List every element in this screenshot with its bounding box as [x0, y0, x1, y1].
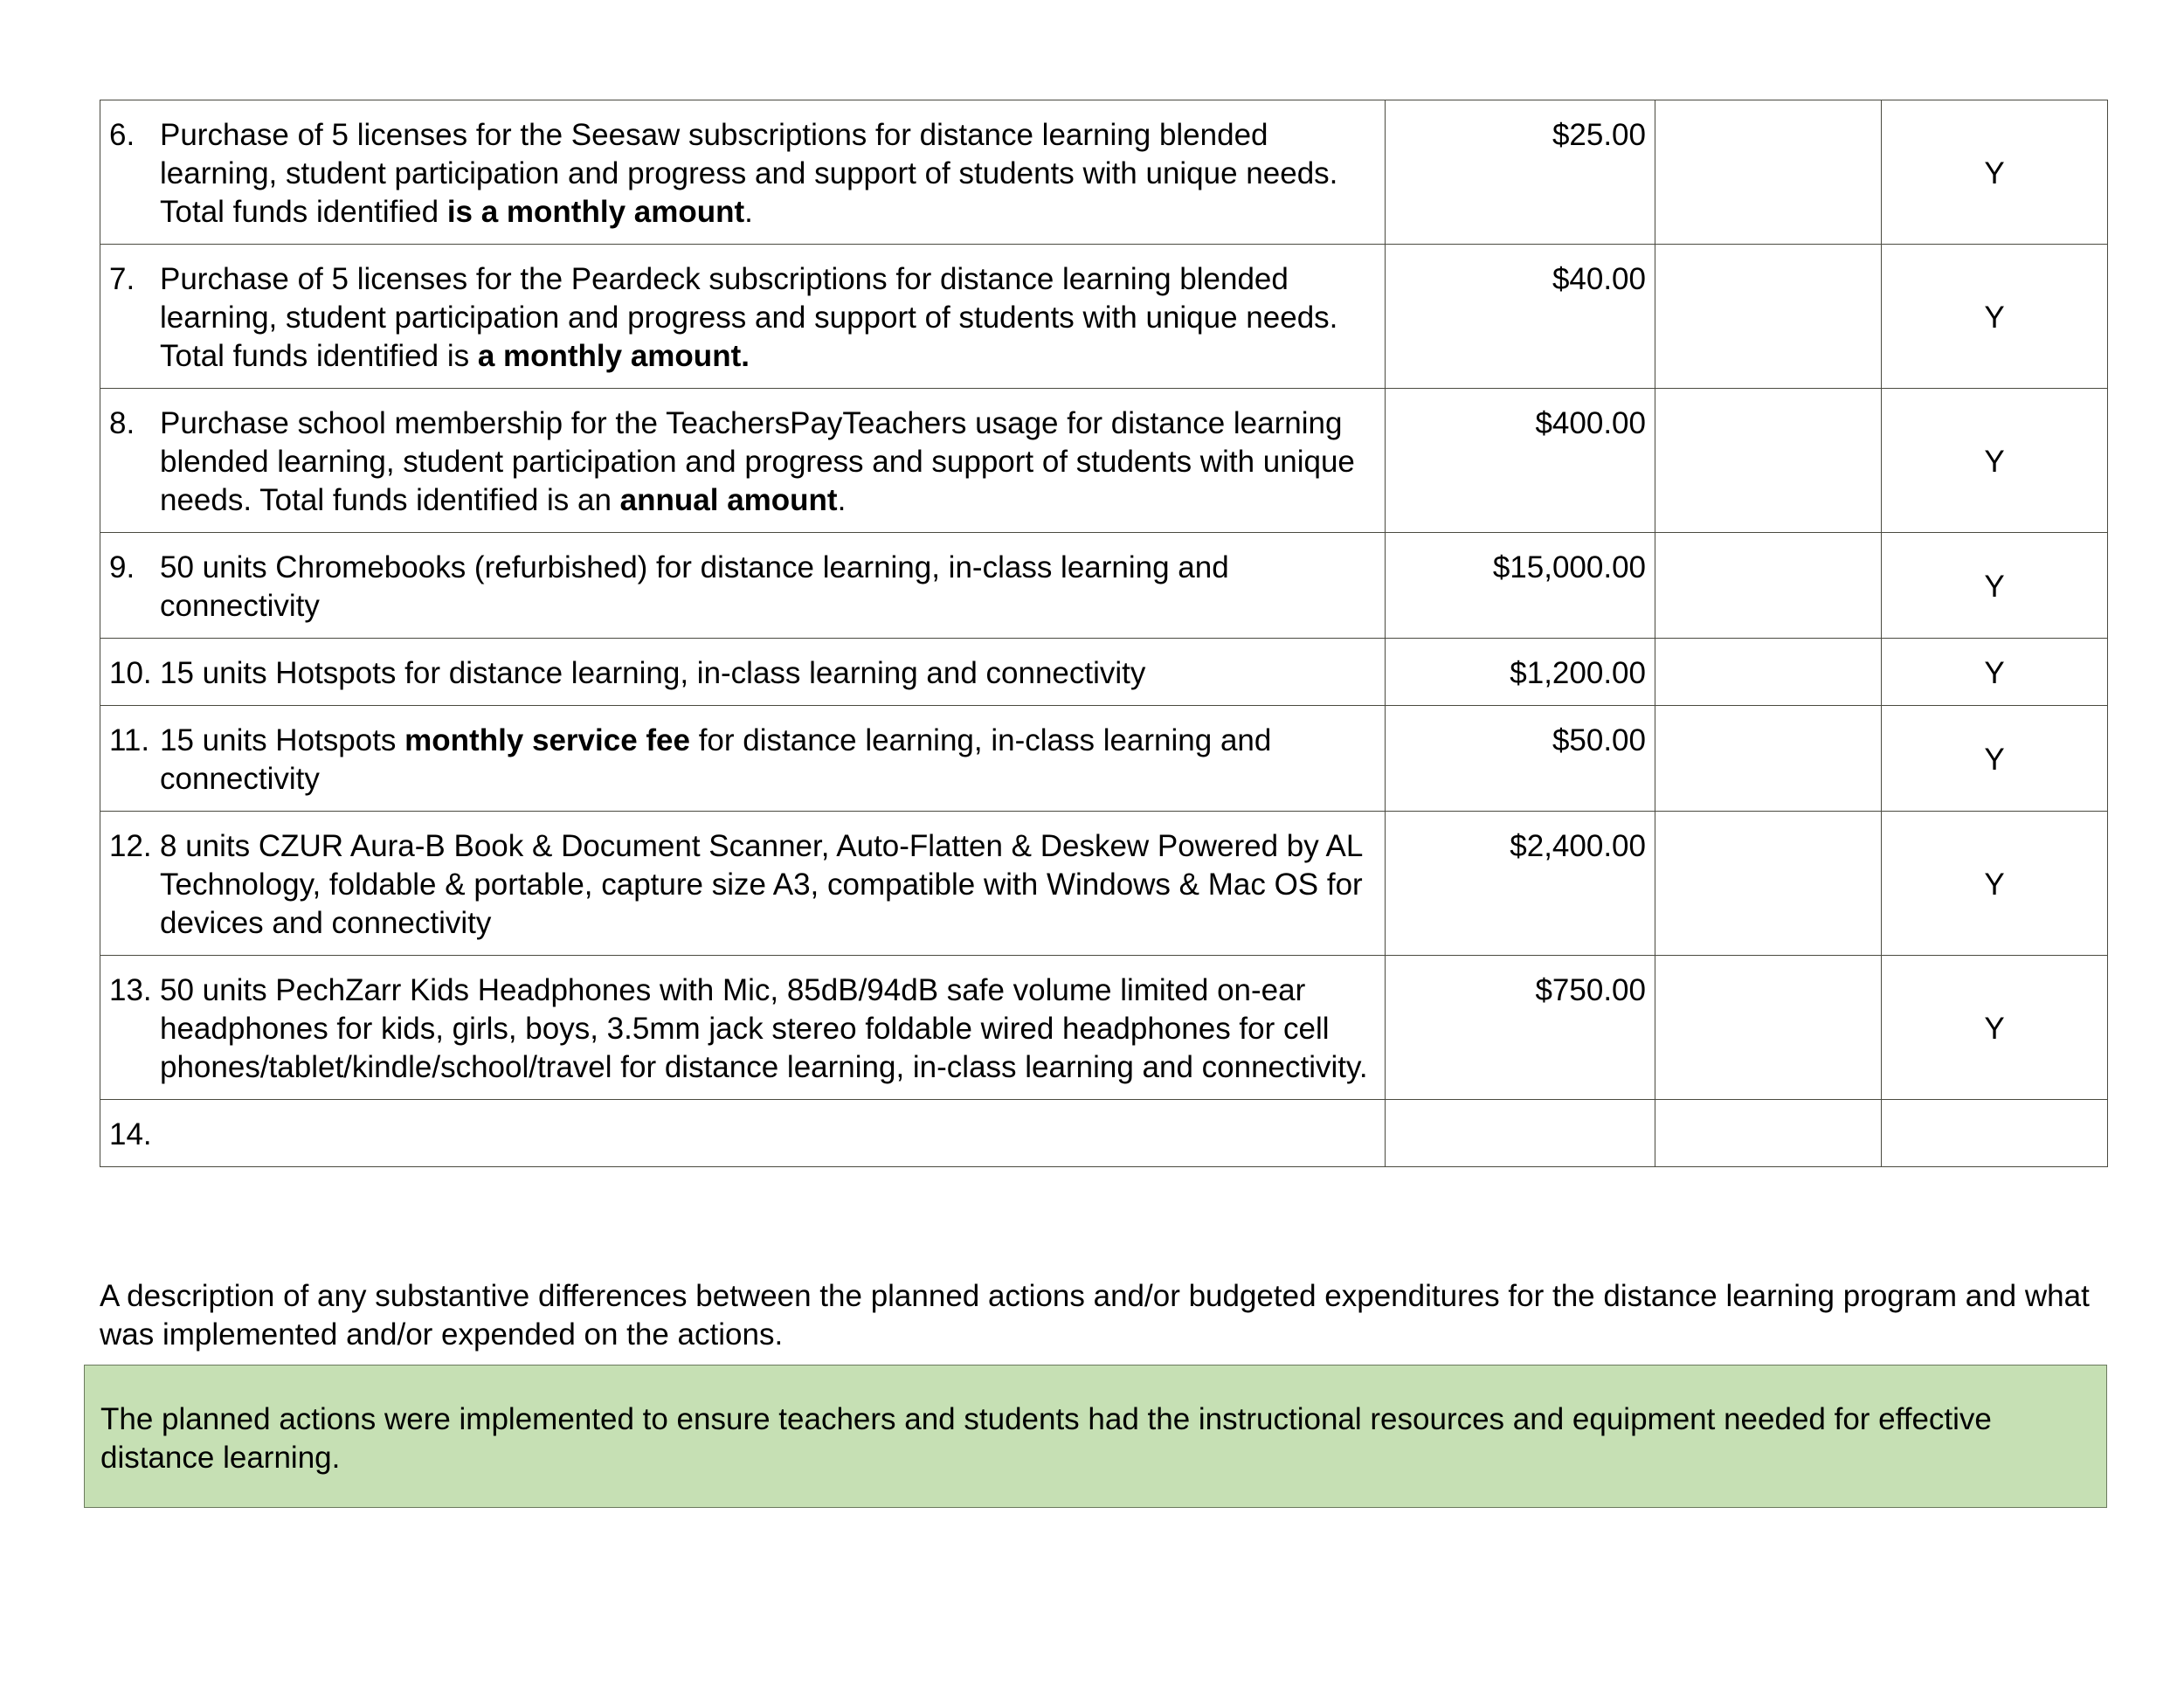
estimated-expenditure-cell [1655, 639, 1882, 706]
item-number: 6. [109, 118, 135, 152]
estimated-expenditure-cell [1655, 245, 1882, 389]
contributing-flag-cell: Y [1882, 812, 2108, 956]
action-description-cell [100, 100, 1386, 245]
total-funds-cell: $50.00 [1386, 706, 1655, 812]
item-description: 15 units Hotspots monthly service fee for distance learning, in-class learning and connectivity [160, 723, 1272, 796]
action-description-cell [100, 639, 1386, 706]
action-description-cell [100, 812, 1386, 956]
contributing-flag-cell: Y [1882, 389, 2108, 533]
contributing-flag-cell: Y [1882, 639, 2108, 706]
total-funds-cell: $750.00 [1386, 956, 1655, 1100]
action-description-cell [100, 245, 1386, 389]
estimated-expenditure-cell [1655, 956, 1882, 1100]
item-description: Purchase of 5 licenses for the Seesaw subscriptions for distance learning blended learning, student participation and progress and support of students with unique needs. Total funds identified is a monthly amount. [160, 118, 1338, 229]
table-row [100, 812, 2108, 956]
total-funds-cell: $15,000.00 [1386, 533, 1655, 639]
item-number: 11. [109, 723, 150, 757]
differences-prompt: A description of any substantive differences between the planned actions and/or budgeted expenditures for the distance learning program and what was implemented and/or expended on the actions. [100, 1279, 2090, 1352]
item-description: 50 units PechZarr Kids Headphones with Mic, 85dB/94dB safe volume limited on-ear headphones for kids, girls, boys, 3.5mm jack stereo foldable wired headphones for cell phones/tablet/kindle/school/travel for distance learning, in-class learning and connectivity. [160, 973, 1368, 1084]
item-number: 14. [109, 1117, 152, 1151]
differences-response-text: The planned actions were implemented to ensure teachers and students had the instructional resources and equipment needed for effective distance learning. [100, 1402, 1992, 1475]
table-row [100, 1100, 2108, 1167]
total-funds-cell: $40.00 [1386, 245, 1655, 389]
estimated-expenditure-cell [1655, 812, 1882, 956]
contributing-flag-cell: Y [1882, 245, 2108, 389]
item-description [160, 1116, 1376, 1154]
contributing-flag-cell [1882, 1100, 2108, 1167]
contributing-flag-cell: Y [1882, 100, 2108, 245]
action-description-cell [100, 956, 1386, 1100]
item-number: 10. [109, 656, 152, 690]
item-description: Purchase of 5 licenses for the Peardeck subscriptions for distance learning blended learning, student participation and progress and support of students with unique needs. Total funds identified is a monthly amount. [160, 262, 1338, 373]
contributing-flag-cell: Y [1882, 706, 2108, 812]
table-row [100, 245, 2108, 389]
table-row [100, 533, 2108, 639]
total-funds-cell: $2,400.00 [1386, 812, 1655, 956]
table-row [100, 956, 2108, 1100]
contributing-flag-cell: Y [1882, 533, 2108, 639]
estimated-expenditure-cell [1655, 100, 1882, 245]
action-description-cell [100, 706, 1386, 812]
item-description: 8 units CZUR Aura-B Book & Document Scanner, Auto-Flatten & Deskew Powered by AL Technology, foldable & portable, capture size A3, compatible with Windows & Mac OS for devices and connectivity [160, 829, 1363, 940]
item-number: 12. [109, 829, 152, 863]
item-number: 13. [109, 973, 152, 1007]
item-description: Purchase school membership for the TeachersPayTeachers usage for distance learning blended learning, student participation and progress and support of students with unique needs. Total funds identified is an annual amount. [160, 406, 1355, 517]
estimated-expenditure-cell [1655, 706, 1882, 812]
table-row [100, 100, 2108, 245]
estimated-expenditure-cell [1655, 389, 1882, 533]
item-number: 8. [109, 406, 135, 440]
estimated-expenditure-cell [1655, 533, 1882, 639]
estimated-expenditure-cell [1655, 1100, 1882, 1167]
action-description-cell [100, 1100, 1386, 1167]
item-number: 7. [109, 262, 135, 296]
total-funds-cell: $400.00 [1386, 389, 1655, 533]
total-funds-cell [1386, 1100, 1655, 1167]
table-row [100, 706, 2108, 812]
item-description: 15 units Hotspots for distance learning, in-class learning and connectivity [160, 656, 1146, 690]
action-description-cell [100, 533, 1386, 639]
total-funds-cell: $1,200.00 [1386, 639, 1655, 706]
action-description-cell [100, 389, 1386, 533]
actions-table [100, 100, 2108, 1167]
table-row [100, 389, 2108, 533]
contributing-flag-cell: Y [1882, 956, 2108, 1100]
item-description: 50 units Chromebooks (refurbished) for distance learning, in-class learning and connectivity [160, 550, 1229, 623]
total-funds-cell: $25.00 [1386, 100, 1655, 245]
table-row [100, 639, 2108, 706]
differences-response-box [84, 1365, 2107, 1508]
item-number: 9. [109, 550, 135, 584]
